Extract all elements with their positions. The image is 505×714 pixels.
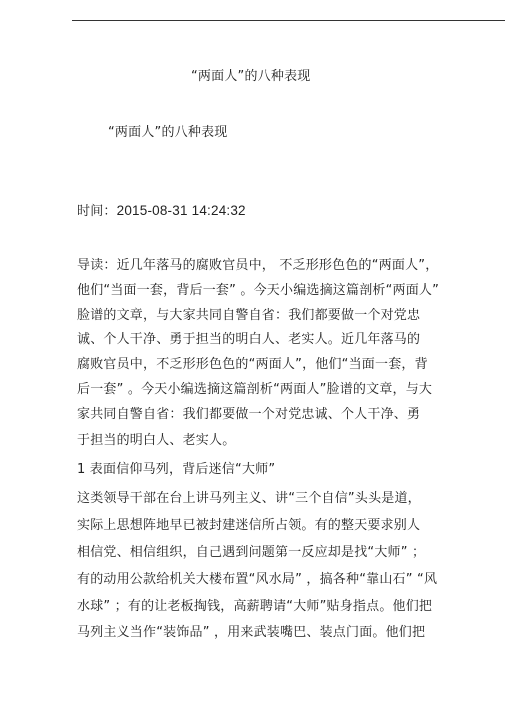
body-line: 于担当的明白人、老实人。 [77, 433, 236, 448]
publish-time [77, 203, 246, 220]
body-line: 实际上思想阵地早已被封建迷信所占领。有的整天要求别人 [77, 518, 421, 533]
page-header-title: “两面人”的八种表现 [191, 69, 311, 84]
time-label: 时间： [77, 204, 117, 219]
section-heading: 1 表面信仰马列，背后迷信“大师” [77, 462, 276, 477]
body-line: 相信党、相信组织，自己遇到问题第一反应却是找“大师” ； [77, 545, 426, 560]
body-line: 他们“当面一套，背后一套” 。今天小编选摘这篇剖析“两面人” [77, 283, 440, 298]
document-title: “两面人”的八种表现 [108, 125, 228, 140]
body-line: 这类领导干部在台上讲马列主义、讲“三个自信”头头是道， [77, 491, 421, 506]
body-line: 有的动用公款给机关大楼布置“风水局” ，搞各种“靠山石” “风 [77, 572, 438, 587]
body-line: 诚、个人干净、勇于担当的明白人、老实人。近几年落马的 [77, 332, 421, 347]
body-line: 家共同自警自省：我们都要做一个对党忠诚、个人干净、勇 [77, 407, 421, 422]
body-line: 后一套” 。今天小编选摘这篇剖析“两面人”脸谱的文章，与大 [77, 382, 433, 397]
body-line: 水球” ；有的让老板掏钱，高薪聘请“大师”贴身指点。他们把 [77, 599, 433, 614]
body-line: 马列主义当作“装饰品” ，用来武装嘴巴、装点门面。他们把 [77, 625, 426, 640]
header-rule [72, 20, 505, 21]
body-line: 腐败官员中，不乏形形色色的“两面人”，他们“当面一套，背 [77, 357, 428, 372]
time-value: 2015-08-31 14:24:32 [116, 203, 246, 218]
body-line: 脸谱的文章，与大家共同自警自省：我们都要做一个对党忠 [77, 308, 421, 323]
body-line: 导读：近几年落马的腐败官员中， 不乏形形色色的“两面人”， [77, 258, 439, 273]
